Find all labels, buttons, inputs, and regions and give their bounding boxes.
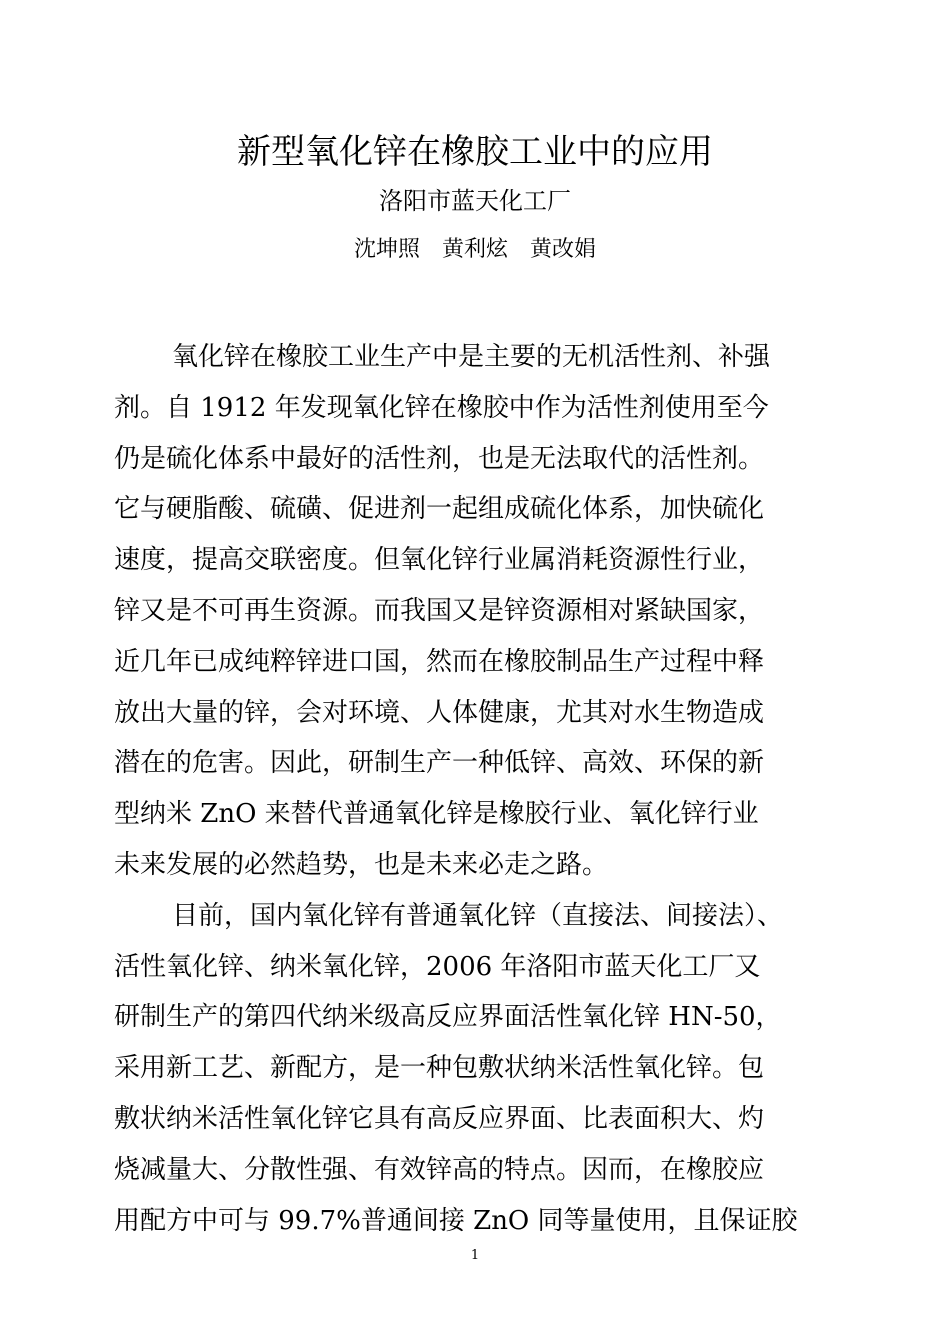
paragraph — [114, 332, 854, 891]
text-line: 它与硬脂酸、硫磺、促进剂一起组成硫化体系，加快硫化 — [114, 494, 765, 525]
text-line: 烧减量大、分散性强、有效锌高的特点。因而，在橡胶应 — [114, 1154, 765, 1185]
text-line: 锌又是不可再生资源。而我国又是锌资源相对紧缺国家， — [114, 595, 765, 626]
text-line: 未来发展的必然趋势，也是未来必走之路。 — [114, 849, 609, 880]
text-line: 用配方中可与 99.7%普通间接 ZnO 同等量使用，且保证胶 — [114, 1205, 798, 1236]
body-text — [114, 332, 854, 1246]
paragraph — [114, 891, 854, 1247]
text-line: 近几年已成纯粹锌进口国，然而在橡胶制品生产过程中释 — [114, 646, 765, 677]
text-line: 潜在的危害。因此，研制生产一种低锌、高效、环保的新 — [114, 748, 765, 779]
text-line: 活性氧化锌、纳米氧化锌，2006 年洛阳市蓝天化工厂又 — [114, 951, 761, 982]
text-line: 敷状纳米活性氧化锌它具有高反应界面、比表面积大、灼 — [114, 1103, 765, 1134]
text-line: 仍是硫化体系中最好的活性剂，也是无法取代的活性剂。 — [114, 443, 765, 474]
page-number: 1 — [470, 1248, 480, 1263]
text-line: 目前，国内氧化锌有普通氧化锌（直接法、间接法）、 — [172, 900, 784, 931]
document-title: 新型氧化锌在橡胶工业中的应用 — [237, 132, 713, 172]
text-line: 速度，提高交联密度。但氧化锌行业属消耗资源性行业， — [114, 545, 765, 576]
text-line: 研制生产的第四代纳米级高反应界面活性氧化锌 HN-50， — [114, 1002, 782, 1033]
text-line: 氧化锌在橡胶工业生产中是主要的无机活性剂、补强 — [172, 342, 771, 372]
text-line: 型纳米 ZnO 来替代普通氧化锌是橡胶行业、氧化锌行业 — [114, 799, 759, 830]
organization-name: 洛阳市蓝天化工厂 — [379, 187, 571, 215]
text-line: 采用新工艺、新配方，是一种包敷状纳米活性氧化锌。包 — [114, 1053, 765, 1084]
author-list: 沈坤照 黄利炫 黄改娟 — [353, 237, 596, 262]
text-line: 剂。自 1912 年发现氧化锌在橡胶中作为活性剂使用至今 — [114, 392, 769, 423]
text-line: 放出大量的锌，会对环境、人体健康，尤其对水生物造成 — [114, 697, 765, 728]
